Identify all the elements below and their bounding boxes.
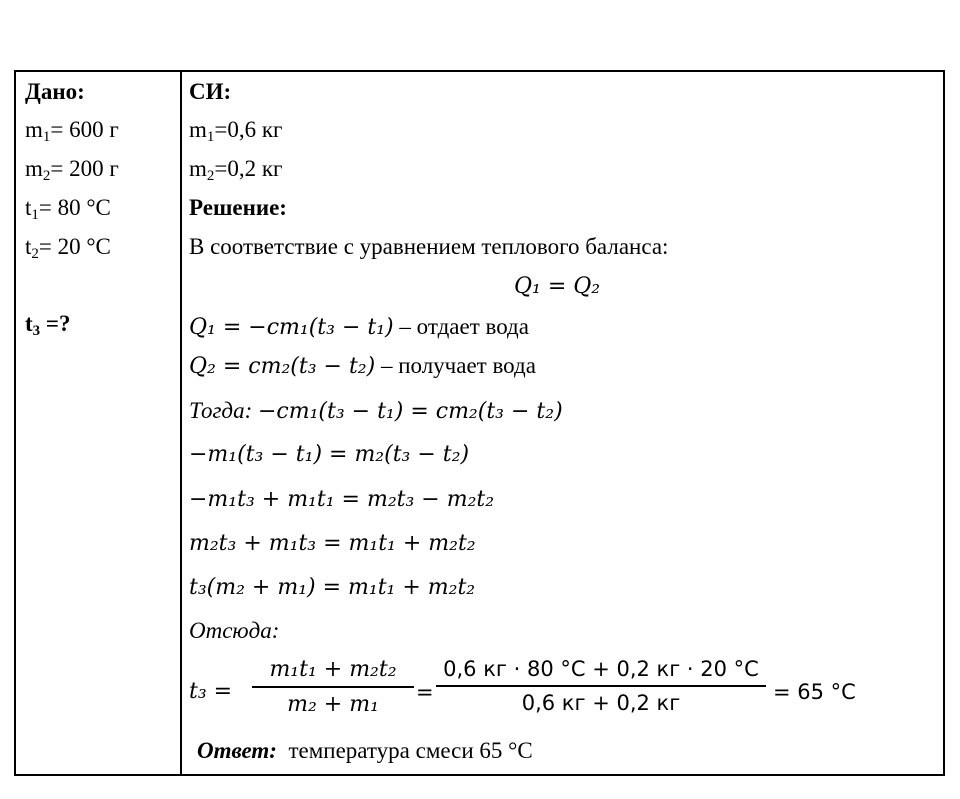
given-m1: $m_1= 600$ г <box>25 117 119 146</box>
answer-text: температура смеси 65 °C <box>288 738 533 763</box>
equation-then: −cm₁(t₃ − t₁) = cm₂(t₃ − t₂) <box>257 399 563 424</box>
equation-q1-line <box>189 313 529 342</box>
equation-then-line <box>189 397 563 426</box>
given-t2: $t_2= 20$ °C <box>25 234 111 263</box>
fraction-numeric-denominator: 0,6 кг + 0,2 кг <box>521 691 681 715</box>
fraction-numeric-numerator: 0,6 кг · 80 °C + 0,2 кг · 20 °C <box>443 657 759 681</box>
fraction-symbolic <box>252 657 414 717</box>
answer-label: Ответ: <box>197 738 277 763</box>
equation-q1: Q₁ = −cm₁(t₃ − t₁) <box>189 315 394 340</box>
equation-balance: Q₁ = Q₂ <box>514 274 601 299</box>
equation-q1-note: – отдает вода <box>393 314 529 339</box>
find-t3: $t_3$ =? <box>25 311 71 340</box>
fraction-numeric <box>436 657 766 715</box>
given-m2: $m_2= 200$ г <box>25 156 119 185</box>
equation-step-2: −m₁t₃ + m₁t₁ = m₂t₃ − m₂t₂ <box>189 487 495 512</box>
given-t1: $t_1= 80$ °C <box>25 195 111 224</box>
solution-table <box>14 70 945 776</box>
fraction-numeric-bar <box>436 685 766 687</box>
equation-q2-note: – получает вода <box>375 353 536 378</box>
final-lhs: t₃ = <box>189 679 233 704</box>
equation-step-3: m₂t₃ + m₁t₃ = m₁t₁ + m₂t₂ <box>189 531 476 556</box>
solution-header: Решение: <box>189 195 287 220</box>
final-result: = 65 °C <box>773 680 856 704</box>
equation-step-1: −m₁(t₃ − t₁) = m₂(t₃ − t₂) <box>189 442 470 467</box>
equation-step-4: t₃(m₂ + m₁) = m₁t₁ + m₂t₂ <box>189 575 476 600</box>
equation-q2: Q₂ = cm₂(t₃ − t₂) <box>189 354 376 379</box>
si-header: СИ: <box>189 79 232 104</box>
si-m2: $m_2=0,2$ кг <box>189 156 283 185</box>
fraction-symbolic-numerator: m₁t₁ + m₂t₂ <box>269 657 397 682</box>
equals-sign: = <box>416 680 434 704</box>
answer-line <box>197 737 533 765</box>
equation-q2-line <box>189 352 536 381</box>
column-divider <box>180 72 182 774</box>
fraction-symbolic-bar <box>252 686 414 688</box>
solution-intro: В соответствие с уравнением теплового баланса: <box>189 234 669 259</box>
hence-label: Отсюда: <box>189 618 280 643</box>
given-header: Дано: <box>25 79 85 104</box>
si-m1: $m_1=0,6$ кг <box>189 117 283 146</box>
fraction-symbolic-denominator: m₂ + m₁ <box>287 692 379 717</box>
then-label: Тогда: <box>189 398 258 423</box>
